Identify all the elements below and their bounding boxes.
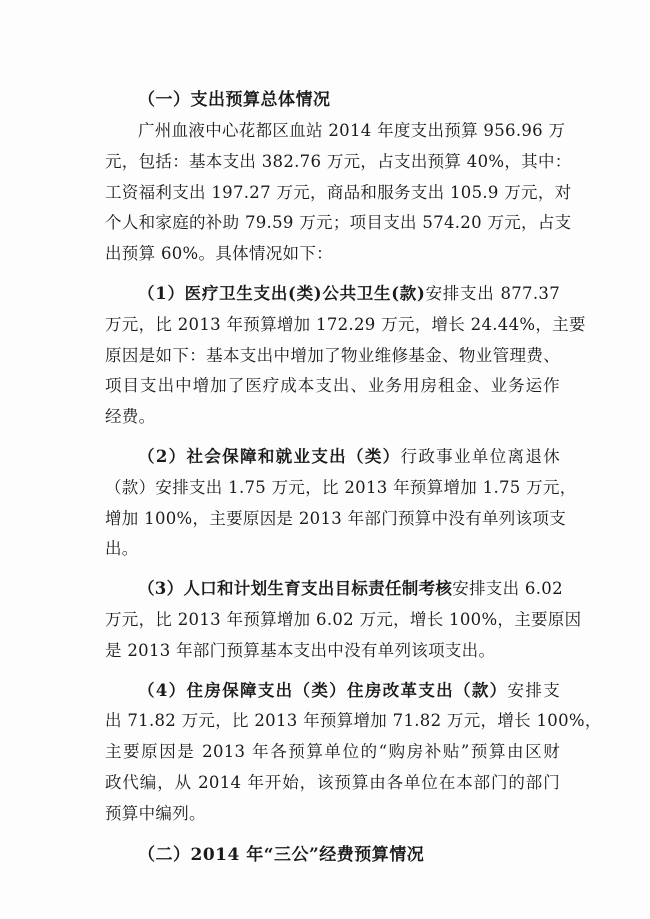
item-1-line: 项目支出中增加了医疗成本支出、业务用房租金、业务运作 [105, 376, 560, 396]
item-1-first-line [105, 279, 560, 310]
item-1-title: （1）医疗卫生支出(类)公共卫生(款) [138, 283, 426, 303]
intro-line: 工资福利支出 197.27 万元，商品和服务支出 105.9 万元，对 [105, 182, 572, 202]
item-1-first-rest: 安排支出 877.37 [425, 283, 560, 303]
intro-line: 个人和家庭的补助 79.59 万元；项目支出 574.20 万元，占支 [105, 213, 572, 233]
item-4-line: 出 71.82 万元，比 2013 年预算增加 71.82 万元，增长 100%， [105, 711, 602, 731]
item-4-first-line [105, 676, 560, 707]
item-2-first-line [105, 442, 560, 473]
item-3-first-line [105, 574, 563, 605]
item-3-first-rest: 安排支出 6.02 [452, 579, 563, 599]
item-1-paragraph [105, 279, 586, 433]
item-2-paragraph [105, 442, 577, 565]
item-4-first-rest: 安排支 [507, 680, 561, 700]
item-2-title: （2）社会保障和就业支出（类） [138, 446, 401, 466]
item-1-line: 万元，比 2013 年预算增加 172.29 万元，增长 24.44%，主要 [105, 314, 586, 334]
item-2-first-rest: 行政事业单位离退休 [400, 446, 560, 466]
section-2-heading: （二）2014 年“三公”经费预算情况 [138, 844, 425, 865]
intro-line: 出预算 60%。具体情况如下： [105, 244, 333, 264]
item-2-line: （款）安排支出 1.75 万元，比 2013 年预算增加 1.75 万元， [105, 477, 577, 497]
item-3-line: 是 2013 年部门预算基本支出中没有单列该项支出。 [105, 640, 496, 660]
section-1-heading: （一）支出预算总体情况 [138, 90, 331, 110]
intro-line: 元，包括：基本支出 382.76 万元，占支出预算 40%，其中： [105, 151, 572, 171]
item-4-paragraph [105, 676, 602, 830]
document-body [105, 84, 602, 871]
item-1-line: 经费。 [105, 407, 156, 427]
item-2-line: 增加 100%，主要原因是 2013 年部门预算中没有单列该项支 [105, 508, 566, 528]
item-4-line: 主要原因是 2013 年各预算单位的“购房补贴”预算由区财 [105, 742, 560, 762]
item-4-title: （4）住房保障支出（类）住房改革支出（款） [138, 680, 508, 700]
item-2-line: 出。 [105, 539, 139, 559]
item-4-line: 政代编，从 2014 年开始，该预算由各单位在本部门的部门 [105, 772, 560, 792]
item-3-title: （3）人口和计划生育支出目标责任制考核 [138, 579, 453, 599]
intro-line: 广州血液中心花都区血站 2014 年度支出预算 956.96 万 [138, 121, 566, 140]
item-3-line: 万元，比 2013 年预算增加 6.02 万元，增长 100%，主要原因 [105, 609, 582, 629]
item-3-paragraph [105, 574, 582, 666]
item-1-line: 原因是如下：基本支出中增加了物业维修基金、物业管理费、 [105, 345, 560, 365]
item-4-line: 预算中编列。 [105, 803, 206, 823]
section-1-intro [105, 116, 572, 270]
